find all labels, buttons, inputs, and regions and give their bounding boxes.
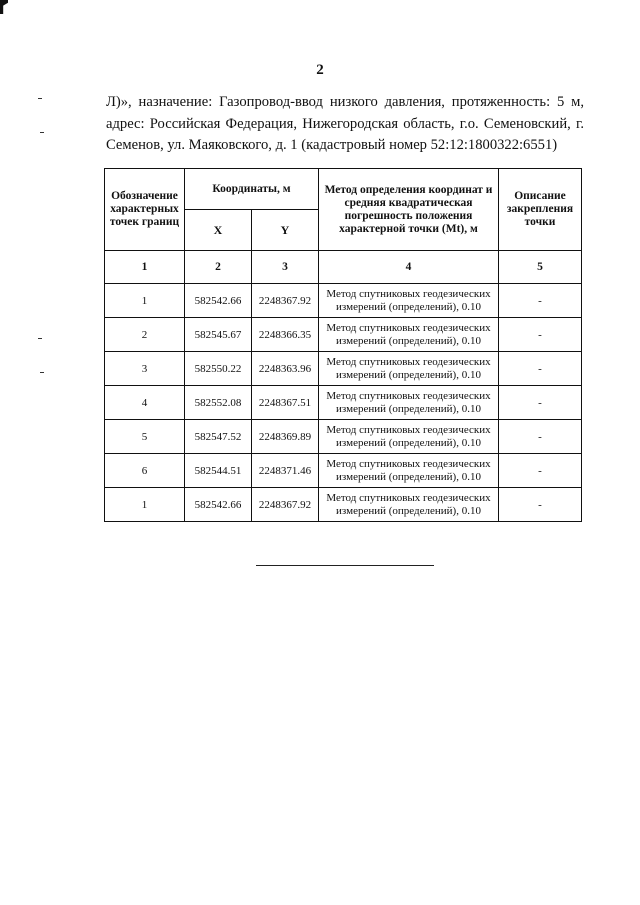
point-cell: 6 [105, 454, 185, 488]
table-body [105, 251, 582, 522]
intro-line: адрес: Российская Федерация, Нижегородская область, г.о. Семеновский, г. [106, 115, 584, 132]
x-cell: 582547.52 [185, 420, 252, 454]
table-row [105, 386, 582, 420]
y-cell: 2248366.35 [252, 318, 319, 352]
y-cell: 2248367.92 [252, 284, 319, 318]
intro-paragraph [106, 92, 584, 157]
description-cell: - [499, 420, 582, 454]
header-coords: Координаты, м [185, 169, 319, 210]
table-row [105, 318, 582, 352]
header-y: Y [252, 210, 319, 251]
y-cell: 2248363.96 [252, 352, 319, 386]
point-cell: 1 [105, 488, 185, 522]
x-cell: 582550.22 [185, 352, 252, 386]
method-cell: Метод спутниковых геодезических измерений (определений), 0.10 [319, 284, 499, 318]
intro-line: Семенов, ул. Маяковского, д. 1 (кадастровый номер 52:12:1800322:6551) [106, 137, 558, 153]
method-cell: Метод спутниковых геодезических измерений (определений), 0.10 [319, 352, 499, 386]
scan-speck [40, 132, 44, 133]
header-points: Обозначение характерных точек границ [105, 169, 185, 251]
table-row [105, 352, 582, 386]
column-number: 5 [499, 251, 582, 284]
y-cell: 2248369.89 [252, 420, 319, 454]
y-cell: 2248367.92 [252, 488, 319, 522]
point-cell: 1 [105, 284, 185, 318]
x-cell: 582552.08 [185, 386, 252, 420]
column-number-row [105, 251, 582, 284]
description-cell: - [499, 284, 582, 318]
column-number: 4 [319, 251, 499, 284]
point-cell: 3 [105, 352, 185, 386]
point-cell: 5 [105, 420, 185, 454]
description-cell: - [499, 352, 582, 386]
column-number: 3 [252, 251, 319, 284]
description-cell: - [499, 386, 582, 420]
description-cell: - [499, 488, 582, 522]
scan-speck [40, 372, 44, 373]
point-cell: 2 [105, 318, 185, 352]
scan-corner-mark [0, 0, 8, 14]
x-cell: 582542.66 [185, 488, 252, 522]
point-cell: 4 [105, 386, 185, 420]
table-row [105, 284, 582, 318]
method-cell: Метод спутниковых геодезических измерений (определений), 0.10 [319, 318, 499, 352]
column-number: 1 [105, 251, 185, 284]
description-cell: - [499, 318, 582, 352]
y-cell: 2248367.51 [252, 386, 319, 420]
x-cell: 582542.66 [185, 284, 252, 318]
page-number: 2 [316, 62, 324, 78]
table-row [105, 454, 582, 488]
separator-line [256, 565, 434, 566]
y-cell: 2248371.46 [252, 454, 319, 488]
table-row [105, 488, 582, 522]
method-cell: Метод спутниковых геодезических измерений (определений), 0.10 [319, 488, 499, 522]
header-method: Метод определения координат и средняя квадратическая погрешность положения характерной точки (Mt), м [319, 169, 499, 251]
intro-line: Л)», назначение: Газопровод-ввод низкого давления, протяженность: 5 м, [106, 94, 584, 110]
method-cell: Метод спутниковых геодезических измерений (определений), 0.10 [319, 420, 499, 454]
scan-speck [38, 98, 42, 99]
table-row [105, 420, 582, 454]
x-cell: 582545.67 [185, 318, 252, 352]
x-cell: 582544.51 [185, 454, 252, 488]
header-x: X [185, 210, 252, 251]
column-number: 2 [185, 251, 252, 284]
method-cell: Метод спутниковых геодезических измерений (определений), 0.10 [319, 386, 499, 420]
header-description: Описание закрепления точки [499, 169, 582, 251]
scan-speck [38, 338, 42, 339]
method-cell: Метод спутниковых геодезических измерений (определений), 0.10 [319, 454, 499, 488]
coordinates-table [104, 168, 582, 522]
description-cell: - [499, 454, 582, 488]
